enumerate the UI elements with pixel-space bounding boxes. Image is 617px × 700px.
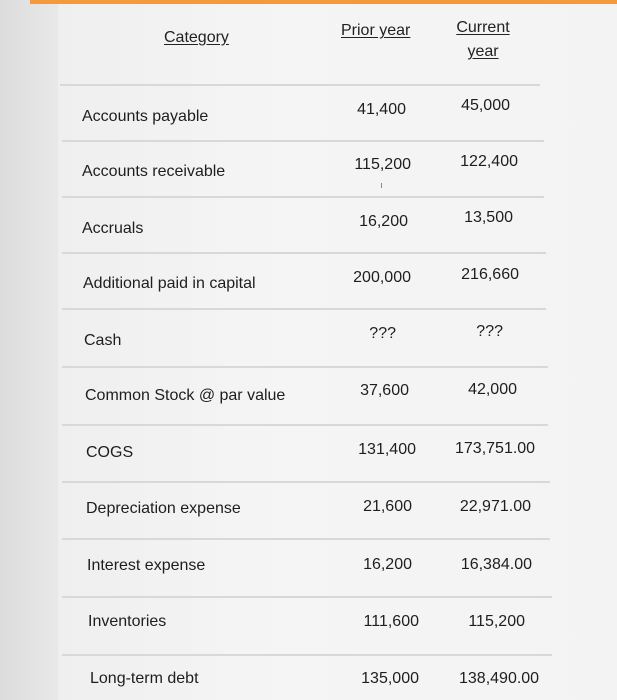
row-prior-accruals: 16,200: [359, 213, 408, 230]
row-separator: [62, 252, 546, 254]
row-current-long-term-debt: 138,490.00: [459, 670, 540, 687]
row-current-accruals: 13,500: [464, 209, 513, 226]
row-prior-long-term-debt: 135,000: [361, 670, 419, 687]
row-current-common-stock: 42,000: [468, 381, 517, 398]
row-category-accounts-receivable: Accounts receivable: [82, 163, 226, 180]
row-separator: [62, 424, 548, 426]
row-separator: [62, 654, 552, 656]
row-current-accounts-payable: 45,000: [461, 97, 510, 114]
row-prior-accounts-payable: 41,400: [357, 101, 406, 118]
row-category-cash: Cash: [84, 332, 122, 349]
row-current-inventories: 115,200: [468, 613, 525, 630]
row-separator: [62, 481, 550, 483]
row-separator: [62, 596, 552, 598]
row-prior-interest-expense: 16,200: [363, 556, 412, 573]
row-category-accounts-payable: Accounts payable: [82, 108, 209, 125]
header-prior-year: Prior year: [341, 22, 411, 39]
row-separator: [62, 308, 546, 310]
row-category-cogs: COGS: [86, 444, 134, 461]
row-prior-inventories: 111,600: [363, 613, 419, 630]
row-current-accounts-receivable: 122,400: [460, 153, 518, 170]
pen-mark: [381, 183, 382, 188]
row-current-depreciation-expense: 22,971.00: [459, 498, 531, 515]
row-separator: [62, 366, 548, 368]
header-current-year: [448, 16, 518, 64]
row-prior-accounts-receivable: 115,200: [354, 156, 411, 173]
row-current-interest-expense: 16,384.00: [460, 556, 532, 573]
row-prior-common-stock: 37,600: [360, 382, 409, 399]
row-current-cogs: 173,751.00: [455, 440, 536, 457]
row-current-cash: ???: [476, 323, 503, 340]
row-prior-additional-paid-in-capital: 200,000: [353, 269, 411, 286]
row-category-long-term-debt: Long-term debt: [90, 670, 199, 687]
row-category-inventories: Inventories: [88, 613, 167, 630]
row-category-interest-expense: Interest expense: [87, 557, 206, 574]
row-category-accruals: Accruals: [82, 220, 144, 237]
row-prior-cash: ???: [369, 325, 396, 342]
header-current-line1: Current: [456, 19, 510, 36]
row-category-depreciation-expense: Depreciation expense: [86, 500, 241, 517]
row-current-additional-paid-in-capital: 216,660: [461, 266, 519, 283]
row-prior-depreciation-expense: 21,600: [363, 498, 412, 515]
row-category-common-stock: Common Stock @ par value: [85, 387, 286, 404]
row-separator: [62, 140, 544, 142]
header-separator: [60, 84, 540, 86]
row-prior-cogs: 131,400: [358, 441, 416, 458]
row-separator: [62, 538, 550, 540]
row-category-additional-paid-in-capital: Additional paid in capital: [83, 275, 256, 292]
row-separator: [62, 196, 544, 198]
header-current-line2: year: [467, 43, 499, 60]
header-category: Category: [164, 29, 229, 46]
